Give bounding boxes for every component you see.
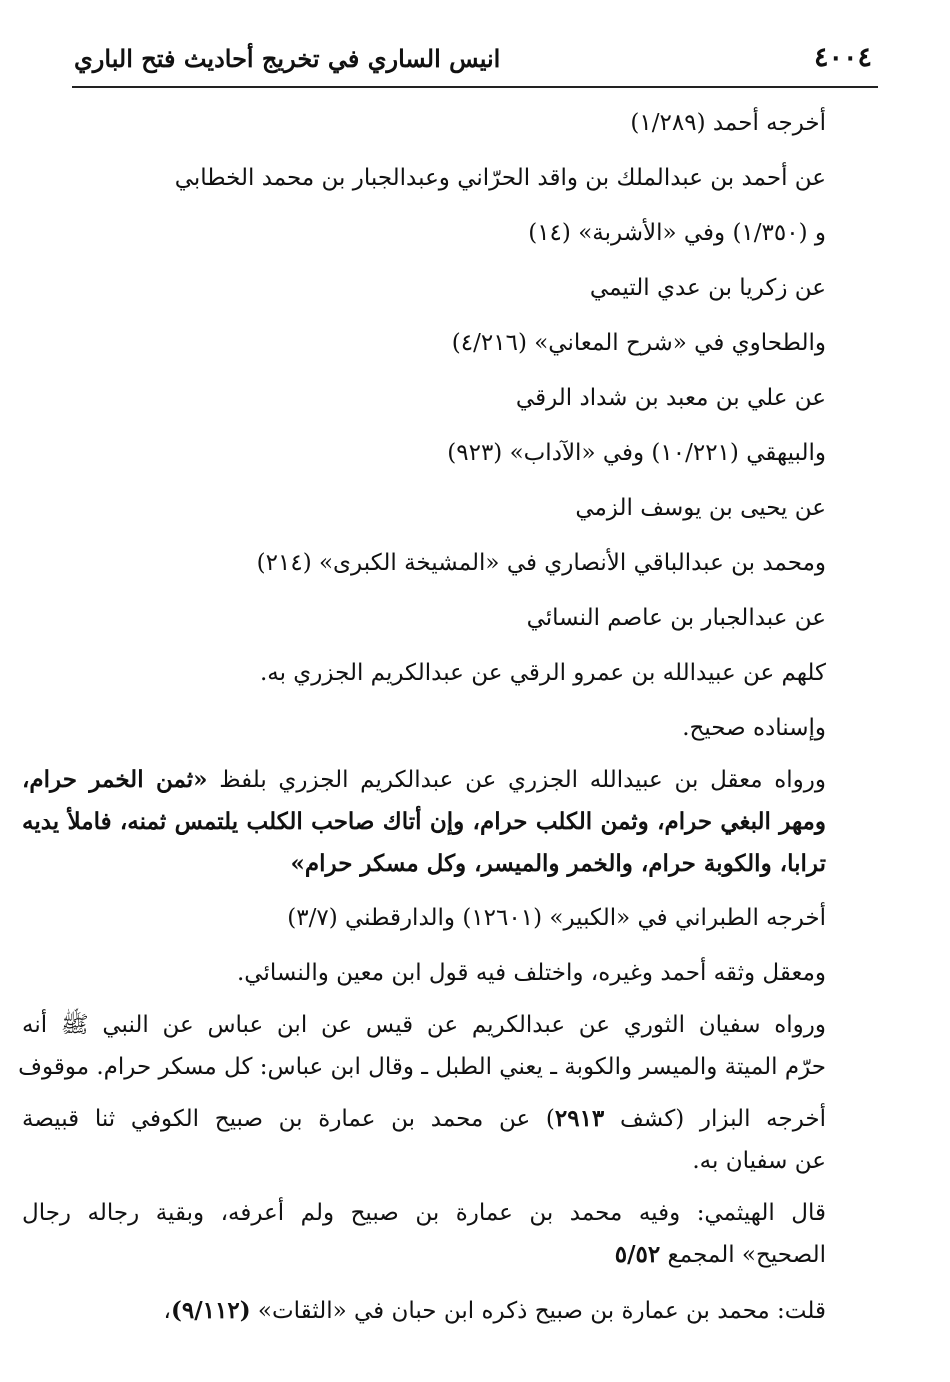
- hadith-text: «ثمن الخمر حرام،: [22, 766, 208, 793]
- text-line: عن زكريا بن عدي التيمي: [589, 275, 826, 301]
- narration-text: ورواه معقل بن عبيدالله الجزري عن عبدالكريم الجزري بلفظ: [207, 767, 826, 793]
- text-line: [22, 1290, 826, 1332]
- text-line: والبيهقي (١٠/٢٢١) وفي «الآداب» (٩٢٣): [447, 440, 826, 466]
- paragraph-sufyan: [18, 1004, 826, 1088]
- text-line: حرّم الميتة والميسر والكوبة ـ يعني الطبل ـ وقال ابن عباس: كل مسكر حرام. موقوف: [18, 1054, 826, 1080]
- hadith-text-line: ومهر البغي حرام، وثمن الكلب حرام، وإن أتاك صاحب الكلب يلتمس ثمنه، فاملأ يديه: [22, 808, 826, 835]
- paragraph-bazzar: [22, 1098, 826, 1182]
- text-line: والطحاوي في «شرح المعاني» (٤/٢١٦): [451, 330, 826, 356]
- text-line: عن عبدالجبار بن عاصم النسائي: [526, 605, 826, 631]
- citation-text: الصحيح» المجمع: [660, 1242, 826, 1268]
- citation-number: ٥/٥٢: [614, 1241, 661, 1268]
- text-line: [22, 1098, 826, 1140]
- text-line: أخرجه الطبراني في «الكبير» (١٢٦٠١) والدارقطني (٣/٧): [287, 905, 826, 931]
- page-header: [72, 38, 878, 88]
- body-text: [18, 96, 826, 1332]
- paragraph-qultu: [22, 1290, 826, 1332]
- book-title: انيس الساري في تخريج أحاديث فتح الباري: [74, 44, 501, 73]
- citation-text: ) عن محمد بن عمارة بن صبيح الكوفي ثنا قبيصة: [22, 1106, 555, 1132]
- text-line: ومعقل وثقه أحمد وغيره، واختلف فيه قول ابن معين والنسائي.: [236, 960, 826, 986]
- text-line: ورواه سفيان الثوري عن عبدالكريم عن قيس عن ابن عباس عن النبي ﷺ أنه: [22, 1012, 826, 1038]
- text-line: قال الهيثمي: وفيه محمد بن عمارة بن صبيح ولم أعرفه، وبقية رجاله رجال: [22, 1200, 826, 1226]
- citation-text: أخرجه البزار (كشف: [604, 1106, 826, 1132]
- text-line: كلهم عن عبيدالله بن عمرو الرقي عن عبدالكريم الجزري به.: [259, 660, 826, 686]
- text-line: عن سفيان به.: [692, 1148, 826, 1174]
- text-line: [22, 1234, 826, 1276]
- paragraph-haythami: [22, 1192, 826, 1276]
- citation-number: ٢٩١٣: [554, 1105, 605, 1132]
- text-line: عن أحمد بن عبدالملك بن واقد الحرّاني وعبدالجبار بن محمد الخطابي: [174, 165, 826, 191]
- comment-text: ،: [163, 1298, 171, 1324]
- hadith-text-line: ترابا، والكوبة حرام، والخمر والميسر، وكل مسكر حرام»: [290, 850, 826, 877]
- text-line: عن علي بن معبد بن شداد الرقي: [515, 385, 826, 411]
- text-line: ومحمد بن عبدالباقي الأنصاري في «المشيخة الكبرى» (٢١٤): [256, 550, 826, 576]
- text-line: و (١/٣٥٠) وفي «الأشربة» (١٤): [528, 220, 826, 246]
- text-line: عن يحيى بن يوسف الزمي: [575, 495, 826, 521]
- page-number: ٤٠٠٤: [813, 42, 872, 73]
- comment-text: قلت: محمد بن عمارة بن صبيح ذكره ابن حبان في «الثقات»: [250, 1298, 826, 1324]
- text-line: [22, 759, 826, 801]
- citation-number: (٩/١١٢): [170, 1297, 251, 1324]
- text-line: أخرجه أحمد (١/٢٨٩): [630, 110, 826, 136]
- text-line: وإسناده صحيح.: [682, 715, 826, 741]
- paragraph-maqil: [22, 759, 826, 885]
